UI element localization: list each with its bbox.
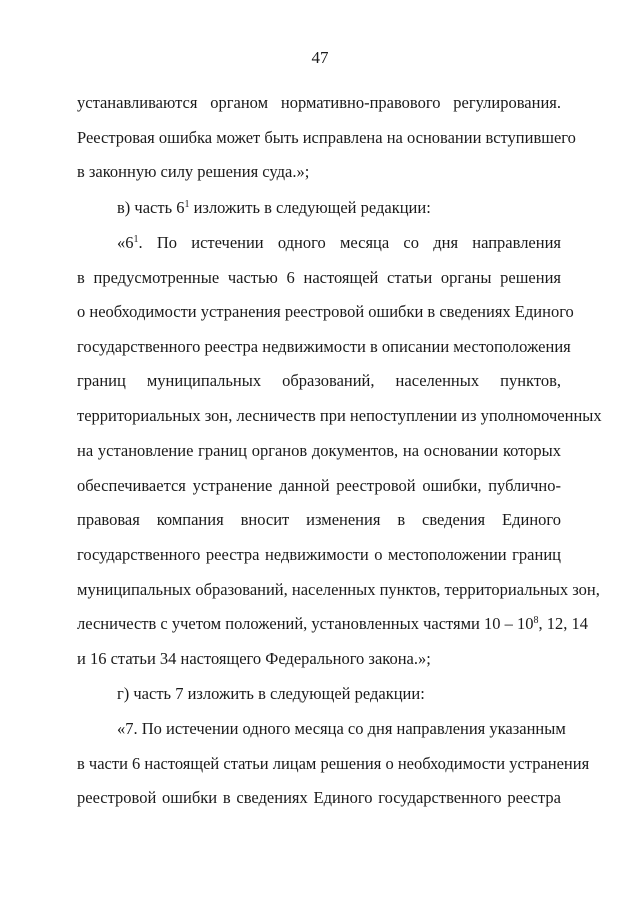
text-line: реестровой ошибки в сведениях Единого государственного реестра bbox=[77, 788, 561, 807]
text-line: обеспечивается устранение данной реестровой ошибки, публично- bbox=[77, 476, 561, 495]
text-line: устанавливаются органом нормативно-правового регулирования. bbox=[77, 93, 561, 112]
superscript: 1 bbox=[133, 234, 139, 245]
text-line: государственного реестра недвижимости о местоположении границ bbox=[77, 545, 561, 564]
text-line: границ муниципальных образований, населенных пунктов, bbox=[77, 371, 561, 390]
page-number: 47 bbox=[311, 48, 329, 67]
text-line: лесничеств с учетом положений, установленных частями $10 - 10^8$, 12, 14 bbox=[77, 614, 588, 633]
text-line: государственного реестра недвижимости в описании местоположения bbox=[77, 337, 571, 356]
superscript: 1 bbox=[184, 199, 190, 210]
text-line: на установление границ органов документов, на основании которых bbox=[77, 441, 561, 460]
text-line: г) часть 7 изложить в следующей редакции: bbox=[117, 684, 425, 703]
text-line: правовая компания вносит изменения в сведения Единого bbox=[77, 510, 561, 529]
text-line: в части 6 настоящей статьи лицам решения о необходимости устранения bbox=[77, 754, 590, 773]
text-line: территориальных зон, лесничеств при непоступлении из уполномоченных bbox=[77, 406, 602, 425]
text-line: в законную силу решения суда.»; bbox=[77, 162, 310, 181]
text-line: в предусмотренные частью 6 настоящей статьи органы решения bbox=[77, 268, 561, 287]
text-line: в) часть $6^1$ изложить в следующей редакции: bbox=[117, 198, 431, 217]
text-line: Реестровая ошибка может быть исправлена на основании вступившего bbox=[77, 128, 576, 147]
superscript: 8 bbox=[533, 615, 539, 626]
text-line: муниципальных образований, населенных пунктов, территориальных зон, bbox=[77, 580, 600, 599]
text-line: и 16 статьи 34 настоящего Федерального закона.»; bbox=[77, 649, 431, 668]
text-line: «$6^1$. По истечении одного месяца со дня направления bbox=[117, 233, 561, 252]
text-line: о необходимости устранения реестровой ошибки в сведениях Единого bbox=[77, 302, 574, 321]
text-line: «7. По истечении одного месяца со дня направления указанным bbox=[117, 719, 566, 738]
